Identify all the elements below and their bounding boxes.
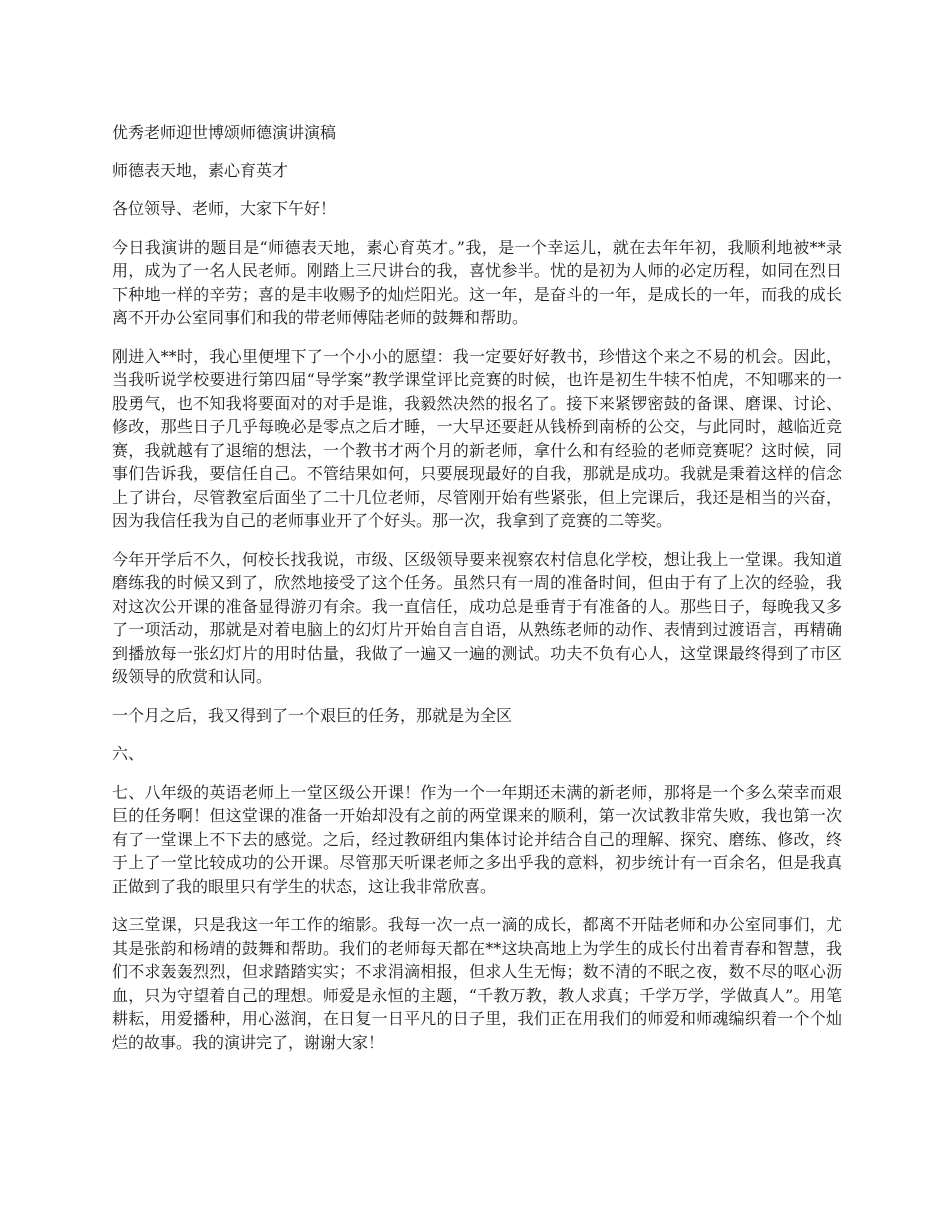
paragraph-3: 今年开学后不久，何校长找我说，市级、区级领导要来视察农村信息化学校，想让我上一堂课。我知道磨练我的时候又到了，欣然地接受了这个任务。虽然只有一周的准备时间，但由于有了上次的经验，我对这次公开课的准备显得游刃有余。我一直信任，成功总是垂青于有准备的人。那些日子，每晚我又多了一项活动，那就是对着电脑上的幻灯片开始自言自语，从熟练老师的动作、表情到过渡语言，再精确到播放每一张幻灯片的用时估量，我做了一遍又一遍的测试。功夫不负有心人，这堂课最终得到了市区级领导的欣赏和认同。	[112, 549, 842, 686]
paragraph-6: 七、八年级的英语老师上一堂区级公开课！作为一个一年期还未满的新老师，那将是一个多么荣幸而艰巨的任务啊！但这堂课的准备一开始却没有之前的两堂课来的顺利，第一次试教非常失败，我也第一次有了一堂课上不下去的感觉。之后，经过教研组内集体讨论并结合自己的理解、探究、磨练、修改，终于上了一堂比较成功的公开课。尽管那天听课老师之多出乎我的意料，初步统计有一百余名，但是我真正做到了我的眼里只有学生的状态，这让我非常欣喜。	[112, 782, 842, 896]
document-subtitle: 师德表天地，素心育英才	[112, 160, 289, 180]
greeting: 各位领导、老师，大家下午好！	[112, 199, 337, 218]
document-page	[112, 121, 842, 1069]
paragraph-1: 今日我演讲的题目是“师德表天地，素心育英才。”我，是一个幸运儿，就在去年年初，我顺利地被**录用，成为了一名人民老师。刚踏上三尺讲台的我，喜忧参半。忧的是初为人师的必定历程，如同在烈日下种地一样的辛劳；喜的是丰收赐予的灿烂阳光。这一年，是奋斗的一年，是成长的一年，而我的成长离不开办公室同事们和我的带老师傅陆老师的鼓舞和帮助。	[112, 237, 842, 327]
paragraph-4: 一个月之后，我又得到了一个艰巨的任务，那就是为全区	[112, 705, 513, 725]
document-title: 优秀老师迎世博颂师德演讲演稿	[112, 123, 337, 142]
paragraph-5: 六、	[112, 744, 145, 763]
paragraph-7: 这三堂课，只是我这一年工作的缩影。我每一次一点一滴的成长，都离不开陆老师和办公室同事们，尤其是张韵和杨靖的鼓舞和帮助。我们的老师每天都在**这块高地上为学生的成长付出着青春和智慧，我们不求轰轰烈烈，但求踏踏实实；不求涓滴相报，但求人生无悔；数不清的不眠之夜，数不尽的呕心沥血，只为守望着自己的理想。师爱是永恒的主题，“千教万教，教人求真；千学万学，学做真人”。用笔耕耘，用爱播种，用心滋润，在日复一日平凡的日子里，我们正在用我们的师爱和师魂编织着一个个灿烂的故事。我的演讲完了，谢谢大家！	[112, 915, 842, 1052]
paragraph-2: 刚进入**时，我心里便埋下了一个小小的愿望：我一定要好好教书，珍惜这个来之不易的机会。因此，当我听说学校要进行第四届“导学案”教学课堂评比竞赛的时候，也许是初生牛犊不怕虎，不知哪来的一股勇气，也不知我将要面对的对手是谁，我毅然决然的报名了。接下来紧锣密鼓的备课、磨课、讨论、修改，那些日子几乎每晚必是零点之后才睡，一大早还要赶从钱桥到南桥的公交，与此同时，越临近竞赛，我就越有了退缩的想法，一个教书才两个月的新老师，拿什么和有经验的老师竞赛呢？这时候，同事们告诉我，要信任自己。不管结果如何，只要展现最好的自我，那就是成功。我就是秉着这样的信念上了讲台，尽管教室后面坐了二十几位老师，尽管刚开始有些紧张，但上完课后，我还是相当的兴奋，因为我信任我为自己的老师事业开了个好头。那一次，我拿到了竞赛的二等奖。	[112, 346, 842, 530]
